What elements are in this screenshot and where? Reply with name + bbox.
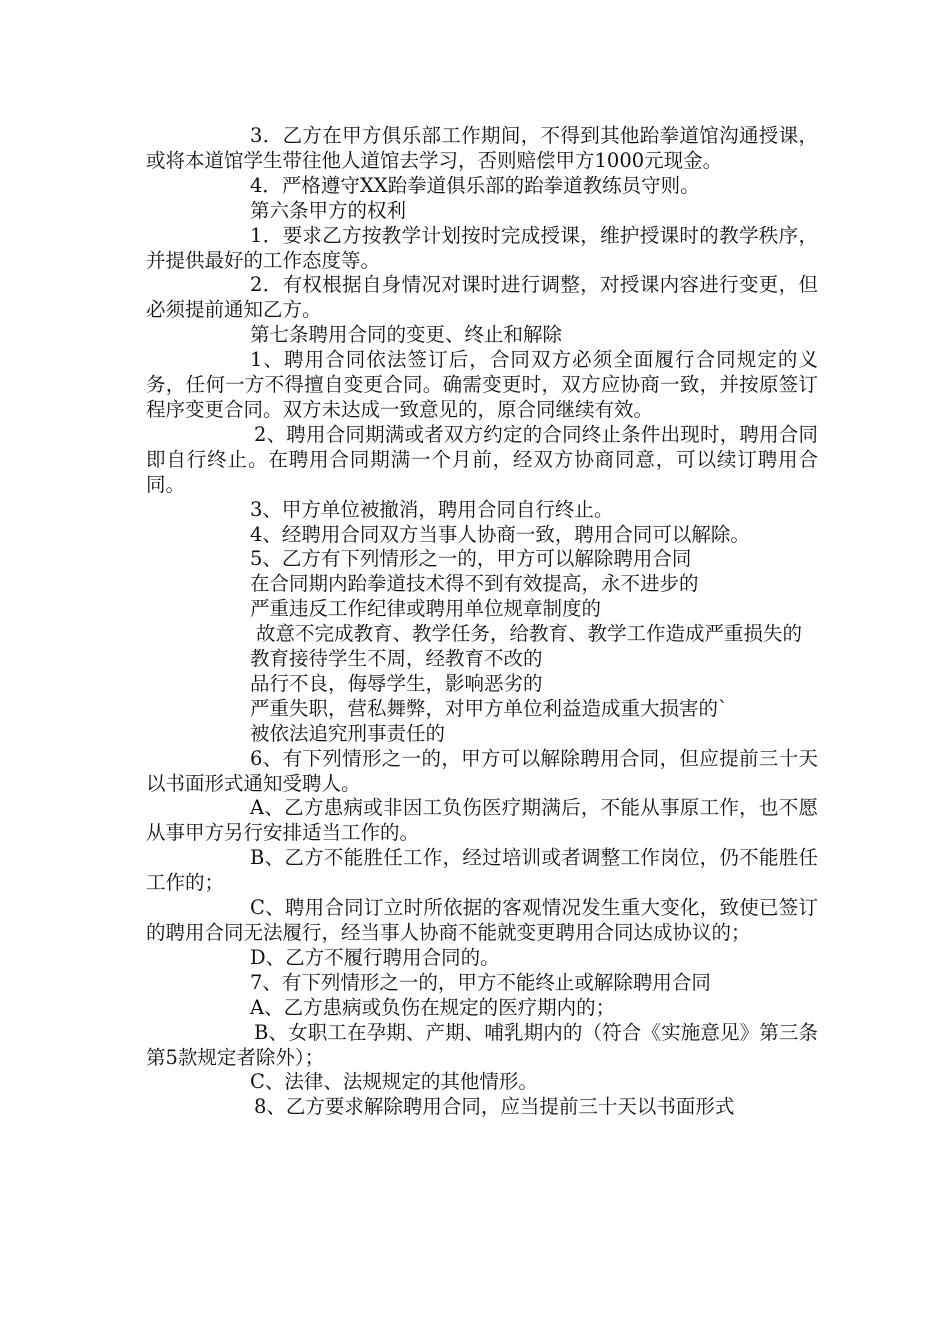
list-item-condition: 品行不良，侮辱学生，影响恶劣的 [250,671,543,695]
list-item-clause-7-7-c: C、法律、法规规定的其他情形。 [250,1070,538,1094]
paragraph-clause-5-3: 3．乙方在甲方俱乐部工作期间，不得到其他跆拳道馆沟通授课，或将本道馆学生带往他人道馆去学习，否则赔偿甲方1000元现金。 [146,124,818,172]
list-item-condition: 在合同期内跆拳道技术得不到有效提高，永不进步的 [250,572,699,596]
list-item-clause-7-6-b: B、乙方不能胜任工作，经过培训或者调整工作岗位，仍不能胜任工作的； [146,846,818,895]
section-heading-article-6: 第六条甲方的权利 [250,198,407,222]
paragraph-clause-7-7: 7、有下列情形之一的，甲方不能终止或解除聘用合同 [250,970,711,994]
document-body [146,124,818,1120]
list-item-condition: 被依法追究刑事责任的 [250,721,446,745]
paragraph-clause-7-3: 3、甲方单位被撤消，聘用合同自行终止。 [250,497,614,521]
paragraph-clause-7-4: 4、经聘用合同双方当事人协商一致，聘用合同可以解除。 [250,522,750,546]
paragraph-clause-6-2: 2．有权根据自身情况对课时进行调整，对授课内容进行变更，但必须提前通知乙方。 [146,273,818,322]
paragraph-clause-7-5: 5、乙方有下列情形之一的，甲方可以解除聘用合同 [250,547,692,571]
list-item-clause-7-7-a: A、乙方患病或负伤在规定的医疗期内的； [250,995,616,1019]
list-item-clause-7-6-c: C、聘用合同订立时所依据的客观情况发生重大变化，致使已签订的聘用合同无法履行，经当事人协商不能就变更聘用合同达成协议的； [146,896,818,944]
list-item-condition: 故意不完成教育、教学任务，给教育、教学工作造成严重损失的 [256,622,803,646]
list-item-clause-7-6-d: D、乙方不履行聘用合同的。 [250,945,500,969]
section-heading-article-7: 第七条聘用合同的变更、终止和解除 [250,323,563,347]
paragraph-clause-7-6: 6、有下列情形之一的，甲方可以解除聘用合同，但应提前三十天以书面形式通知受聘人。 [146,746,818,795]
paragraph-clause-7-8: 8、乙方要求解除聘用合同，应当提前三十天以书面形式 [254,1095,735,1119]
paragraph-clause-5-4: 4．严格遵守XX跆拳道俱乐部的跆拳道教练员守则。 [250,173,700,197]
paragraph-clause-7-2: 2、聘用合同期满或者双方约定的合同终止条件出现时，聘用合同即自行终止。在聘用合同期满一个月前，经双方协商同意，可以续订聘用合同。 [146,422,818,496]
list-item-condition: 严重违反工作纪律或聘用单位规章制度的 [250,597,602,621]
list-item-condition: 严重失职，营私舞弊，对甲方单位利益造成重大损害的` [250,696,728,720]
list-item-clause-7-6-a: A、乙方患病或非因工负伤医疗期满后，不能从事原工作，也不愿从事甲方另行安排适当工作的。 [146,796,818,845]
paragraph-clause-7-1: 1、聘用合同依法签订后，合同双方必须全面履行合同规定的义务，任何一方不得擅自变更合同。确需变更时，双方应协商一致，并按原签订程序变更合同。双方未达成一致意见的，原合同继续有效。 [146,348,818,421]
paragraph-clause-6-1: 1．要求乙方按教学计划按时完成授课，维护授课时的教学秩序，并提供最好的工作态度等。 [146,223,818,272]
list-item-clause-7-7-b: B、女职工在孕期、产期、哺乳期内的（符合《实施意见》第三条第5款规定者除外）； [146,1020,818,1069]
list-item-condition: 教育接待学生不周，经教育不改的 [250,647,543,671]
